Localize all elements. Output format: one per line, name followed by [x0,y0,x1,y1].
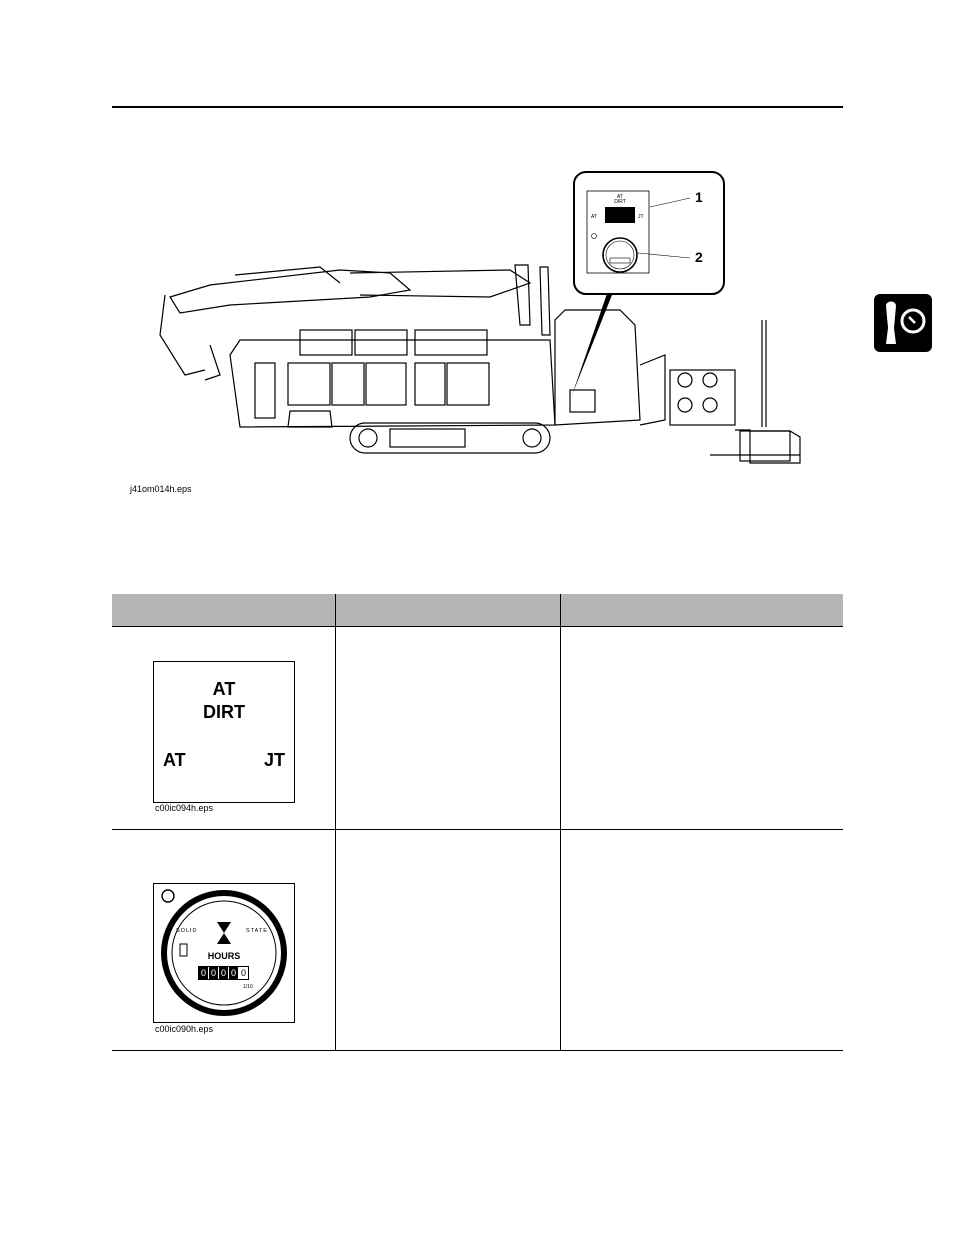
solid-label: SOLID [176,928,198,934]
svg-text:JT: JT [638,214,644,220]
selector-panel-illustration [153,661,295,803]
svg-text:AT: AT [591,214,598,220]
table-row [112,627,843,830]
panel-right-label: JT [263,750,285,770]
figure-filename: j41om014h.eps [130,484,192,494]
gauge-lever-icon [874,294,932,352]
header-col-1 [112,594,336,626]
svg-text:AT: AT [616,194,624,200]
row1-filename: c00ic094h.eps [155,803,214,813]
top-rule [112,106,843,108]
panel-title-line1: AT [212,679,236,699]
counter-digit: 0 [210,968,216,978]
machine-illustration [110,165,840,475]
header-col-2 [336,594,560,626]
counter-digit: 0 [240,968,246,978]
hour-counter [198,966,249,980]
hours-label: HOURS [207,951,241,961]
fraction-label: 1/10 [243,984,253,990]
hourmeter-panel-illustration [153,883,295,1023]
counter-digit: 0 [220,968,226,978]
panel-title-line2: DIRT [203,702,245,722]
callout-1: 1 [695,189,703,205]
panel-left-label: AT [163,750,186,770]
counter-digit: 0 [230,968,236,978]
components-table [112,594,843,1051]
reset-icon [162,890,174,902]
table-header [112,594,843,627]
table-row [112,830,843,1051]
counter-digit: 0 [200,968,206,978]
svg-text:DIRT: DIRT [614,199,626,205]
section-tab [874,294,932,352]
state-label: STATE [246,928,268,934]
row2-filename: c00ic090h.eps [155,1024,214,1034]
header-col-3 [561,594,841,626]
callout-2: 2 [695,249,703,265]
